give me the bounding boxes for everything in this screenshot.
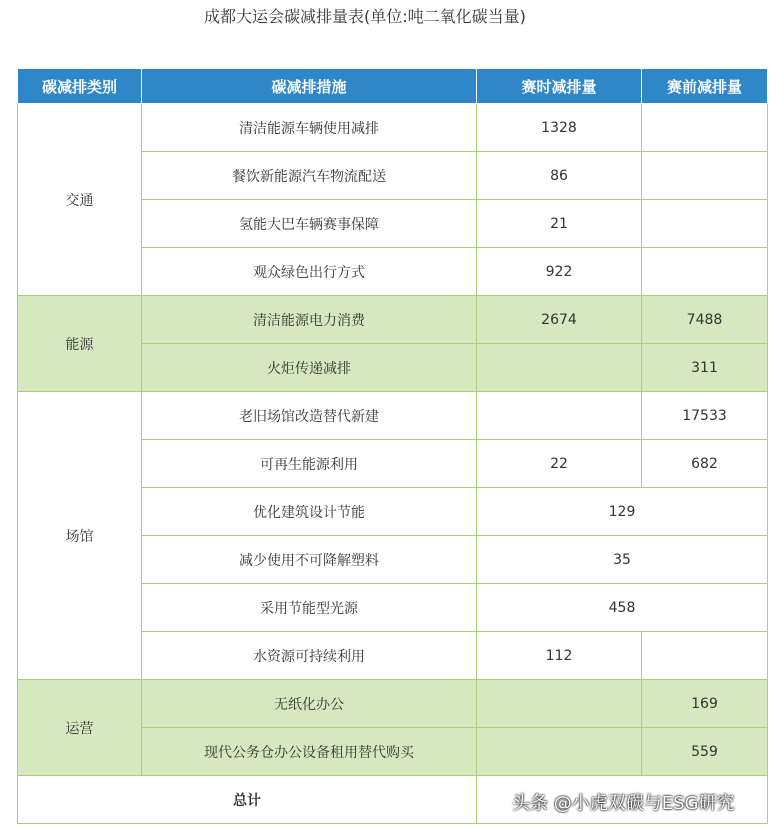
measure-cell: 清洁能源电力消费: [142, 296, 477, 344]
during-cell: [477, 728, 642, 776]
before-cell: 311: [642, 344, 768, 392]
header-before: 赛前减排量: [642, 69, 768, 104]
during-cell: [477, 392, 642, 440]
merged-cell: 458: [477, 584, 768, 632]
before-cell: [642, 104, 768, 152]
measure-cell: 减少使用不可降解塑料: [142, 536, 477, 584]
during-cell: 1328: [477, 104, 642, 152]
before-cell: [642, 152, 768, 200]
header-category: 碳减排类别: [18, 69, 142, 104]
before-cell: 559: [642, 728, 768, 776]
before-cell: 7488: [642, 296, 768, 344]
before-cell: 682: [642, 440, 768, 488]
group-venue: 场馆: [18, 392, 142, 680]
measure-cell: 火炬传递减排: [142, 344, 477, 392]
group-transport: 交通: [18, 104, 142, 296]
merged-cell: 35: [477, 536, 768, 584]
measure-cell: 优化建筑设计节能: [142, 488, 477, 536]
total-label: 总计: [18, 776, 477, 824]
before-cell: [642, 248, 768, 296]
measure-cell: 老旧场馆改造替代新建: [142, 392, 477, 440]
table-row: [18, 104, 768, 152]
header-during: 赛时减排量: [477, 69, 642, 104]
during-cell: 922: [477, 248, 642, 296]
during-cell: [477, 344, 642, 392]
table-row: [18, 296, 768, 344]
before-cell: 169: [642, 680, 768, 728]
before-cell: [642, 200, 768, 248]
measure-cell: 无纸化办公: [142, 680, 477, 728]
measure-cell: 观众绿色出行方式: [142, 248, 477, 296]
measure-cell: 餐饮新能源汽车物流配送: [142, 152, 477, 200]
during-cell: 2674: [477, 296, 642, 344]
watermark: 头条 @小虎双碳与ESG研究: [512, 793, 735, 814]
during-cell: 86: [477, 152, 642, 200]
table-row: [18, 392, 768, 440]
during-cell: 22: [477, 440, 642, 488]
during-cell: [477, 680, 642, 728]
table-row: [18, 680, 768, 728]
carbon-reduction-table: [17, 68, 768, 824]
group-energy: 能源: [18, 296, 142, 392]
merged-cell: 129: [477, 488, 768, 536]
header-measure: 碳减排措施: [142, 69, 477, 104]
page-title: 成都大运会碳减排量表(单位:吨二氧化碳当量): [204, 7, 526, 26]
during-cell: 112: [477, 632, 642, 680]
before-cell: 17533: [642, 392, 768, 440]
group-operation: 运营: [18, 680, 142, 776]
measure-cell: 现代公务仓办公设备租用替代购买: [142, 728, 477, 776]
measure-cell: 清洁能源车辆使用减排: [142, 104, 477, 152]
measure-cell: 采用节能型光源: [142, 584, 477, 632]
before-cell: [642, 632, 768, 680]
measure-cell: 可再生能源利用: [142, 440, 477, 488]
measure-cell: 氢能大巴车辆赛事保障: [142, 200, 477, 248]
during-cell: 21: [477, 200, 642, 248]
measure-cell: 水资源可持续利用: [142, 632, 477, 680]
table-header-row: [18, 69, 768, 104]
